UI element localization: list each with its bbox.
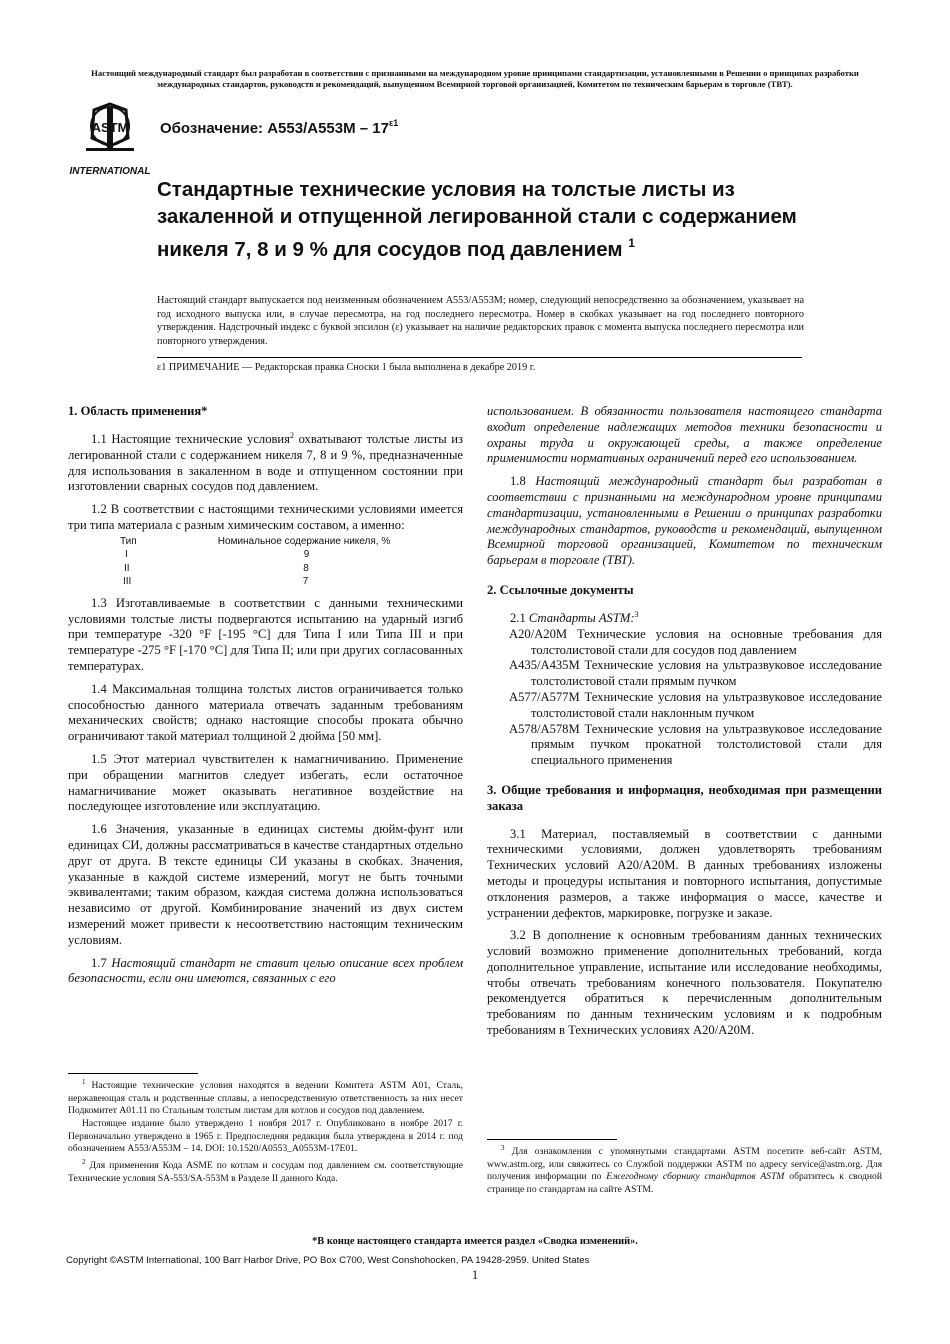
para-1-2: 1.2 В соответствии с настоящими техническими условиями имеется три типа материала с разным химическим составом, а именно:: [68, 502, 463, 532]
footnote-1b: Настоящее издание было утверждено 1 ноября 2017 г. Опубликовано в ноябре 2017 г. Первоначально утверждено в 1965 г. Предпоследняя редакция была утверждена в 2014 г. под обозначением A553/A553M – 14. DOI: 10.1520/A0553_A0553M-17E01.: [68, 1117, 463, 1155]
para-1-3: 1.3 Изготавливаемые в соответствии с данными техническими условиями толстые листы подвергаются испытанию на ударный изгиб при температуре -320 °F [-195 °C] для Типа I или Типа III и при температуре -275 °F [-170 °C] для Типа II; или при других согласованных температурах.: [68, 595, 463, 673]
footnotes-left: [68, 1073, 463, 1185]
para-1-7: 1.7 Настоящий стандарт не ставит целью описание всех проблем безопасности, если они имеются, связанных с его: [68, 955, 463, 986]
section-3-heading: 3. Общие требования и информация, необходимая при размещении заказа: [487, 782, 882, 813]
ref-item: A435/A435M Технические условия на ультразвуковое исследование толстолистовой стали прямым пучком: [509, 658, 882, 689]
para-1-4: 1.4 Максимальная толщина толстых листов ограничивается только способностью данного материала отвечать заданным требованиям механических свойств; однако настоящие способы проката обычно ограничивают такой материал толщиной 2 дюйма [50 мм].: [68, 681, 463, 744]
types-table: [113, 535, 413, 589]
para-1-5: 1.5 Этот материал чувствителен к намагничиванию. Применение при обращении магнитов следует избегать, если остаточное намагничивание может оказывать негативное воздействие на последующее изготовление или эксплуатацию.: [68, 751, 463, 814]
intro-paragraph: Настоящий стандарт выпускается под неизменным обозначением A553/A553M; номер, следующий непосредственно за обозначением, указывает на год исходного выпуска или, в случае пересмотра, на год последнего пересмотра. Номер в скобках указывает на год последнего повторного утверждения. Надстрочный индекс с буквой эпсилон (ε) указывает на наличие редакторских правок с момента выпуска последнего пересмотра или повторного утверждения.: [157, 295, 804, 347]
ref-item: A578/A578M Технические условия на ультразвуковое исследование прямым пучком прокатной толстолистовой стали для специального применения: [509, 721, 882, 768]
astm-logo: [66, 102, 154, 180]
astm-logo-icon: [66, 102, 154, 180]
footnote-1: $^1$ Настоящие технические условия находятся в ведении Комитета ASTM A01, Сталь, нержавеющая сталь и родственные сплавы, а непосредственную ответственность за них несет Подкомитет A01.11 по Стальным толстым листам для котлов и сосудов под давлением.: [68, 1078, 463, 1117]
para-2-1: 2.1 Стандарты ASTM:$^3$: [510, 609, 639, 625]
summary-of-changes-note: *В конце настоящего стандарта имеется раздел «Сводка изменений».: [312, 1236, 638, 1247]
standards-notice: Настоящий международный стандарт был разработан в соответствии с признанными на международном уровне принципами стандартизации, установленными в Решении о принципах разработки международных стандартов, руководств и рекомендаций, выпущенном Всемирной торговой организацией, Комитетом по техническим барьерам в торговле (ТВТ).: [91, 68, 859, 89]
document-title: Стандартные технические условия на толстые листы из закаленной и отпущенной легированной стали с содержанием никеля 7, 8 и 9 % для сосудов под давлением $^1$: [157, 178, 797, 261]
ref-item: A577/A577M Технические условия на ультразвуковое исследование толстолистовой стали наклонным пучком: [509, 689, 882, 720]
copyright: Copyright ©ASTM International, 100 Barr Harbor Drive, PO Box C700, West Conshohocken, PA 19428-2959. United States: [66, 1255, 590, 1266]
section-1-heading: 1. Область применения*: [68, 404, 208, 418]
para-1-6: 1.6 Значения, указанные в единицах системы дюйм-фунт или единицах СИ, должны рассматриваться в качестве стандартных отдельно друг от друга. В тексте единицы СИ указаны в скобках. Значения, указанные в каждой системе измерений, могут не быть точными эквивалентами; таким образом, каждая система должна использоваться независимо от другой. Комбинирование значений из двух систем измерений может привести к несоответствию настоящим техническим условиям.: [68, 822, 463, 947]
table-row: II 8: [124, 562, 309, 574]
errata-note: ε1 ПРИМЕЧАНИЕ — Редакторская правка Сноски 1 была выполнена в декабре 2019 г.: [157, 362, 536, 373]
para-1-8: 1.8 Настоящий международный стандарт был разработан в соответствии с признанными на международном уровне принципами стандартизации, установленными в Решении о принципах разработки международных стандартов, руководств и рекомендаций, выпущенном Всемирной торговой организацией, Комитетом по техническим барьерам в торговле (ТВТ).: [487, 474, 882, 568]
section-2-heading: 2. Ссылочные документы: [487, 582, 634, 597]
right-column: [487, 404, 882, 1039]
ref-item: A20/A20M Технические условия на основные требования для толстолистовой стали для сосудов под давлением: [509, 626, 882, 657]
logo-subtext: INTERNATIONAL: [69, 166, 151, 177]
footnotes-right: [487, 1139, 882, 1197]
table-header: Тип: [120, 535, 137, 547]
para-1-1: 1.1 Настоящие технические условия$^2$ охватывают толстые листы из легированной стали с содержанием никеля 7, 8 и 9 %, предназначенные для использования в закаленном в воде и отпущенном состоянии при изготовлении сварных сосудов под давлением.: [68, 430, 463, 494]
footnote-3: $^3$ Для ознакомления с упомянутыми стандартами ASTM посетите веб-сайт ASTM, www.astm.org, или свяжитесь со Службой поддержки ASTM по адресу service@astm.org. Для получения информации по Ежегодному сборнику стандартов ASTM обратитесь к сводной странице по стандартам на сайте ASTM.: [487, 1144, 882, 1195]
logo-text: ASTM: [91, 120, 129, 135]
left-column: [68, 404, 463, 987]
para-3-2: 3.2 В дополнение к основным требованиям данных технических условий возможно применение дополнительных требований, когда дополнительное управление, испытание или исследование необходимы, чтобы отвечать требованиям конечного пользователя. Покупателю рекомендуется обратиться к перечисленным дополнительным требованиям по данным техническим условиям и к подробным требованиям в Технических условиях A20/A20M.: [487, 928, 882, 1038]
table-header: Номинальное содержание никеля, %: [217, 535, 391, 547]
divider: [157, 357, 802, 358]
table-row: I 9: [125, 549, 310, 561]
para-3-1: 3.1 Материал, поставляемый в соответствии с данными техническими условиями, должен удовлетворять требованиям Технических условий A20/A20M. В данных требованиях изложены методы и процедуры испытания и повторного испытания, допустимые отклонения размеров, а также информация о массе, качестве и устранении дефектов, маркировке, погрузке и заказе.: [487, 826, 882, 920]
para-1-7-cont: использованием. В обязанности пользователя настоящего стандарта входит определение надлежащих методов техники безопасности и охраны труда и окружающей среды, а также определение применимости нормативных ограничений перед его использованием.: [487, 404, 882, 466]
table-row: III 7: [123, 576, 309, 588]
page-number: 1: [471, 1268, 479, 1282]
designation: Обозначение: $A553/A553M - 17^{\varepsilon 1}$: [160, 118, 399, 137]
footnote-2: $^2$ Для применения Кода ASME по котлам и сосудам под давлением см. соответствующие Технические условия SA-553/SA-553M в Разделе II данного Кода.: [68, 1157, 463, 1184]
